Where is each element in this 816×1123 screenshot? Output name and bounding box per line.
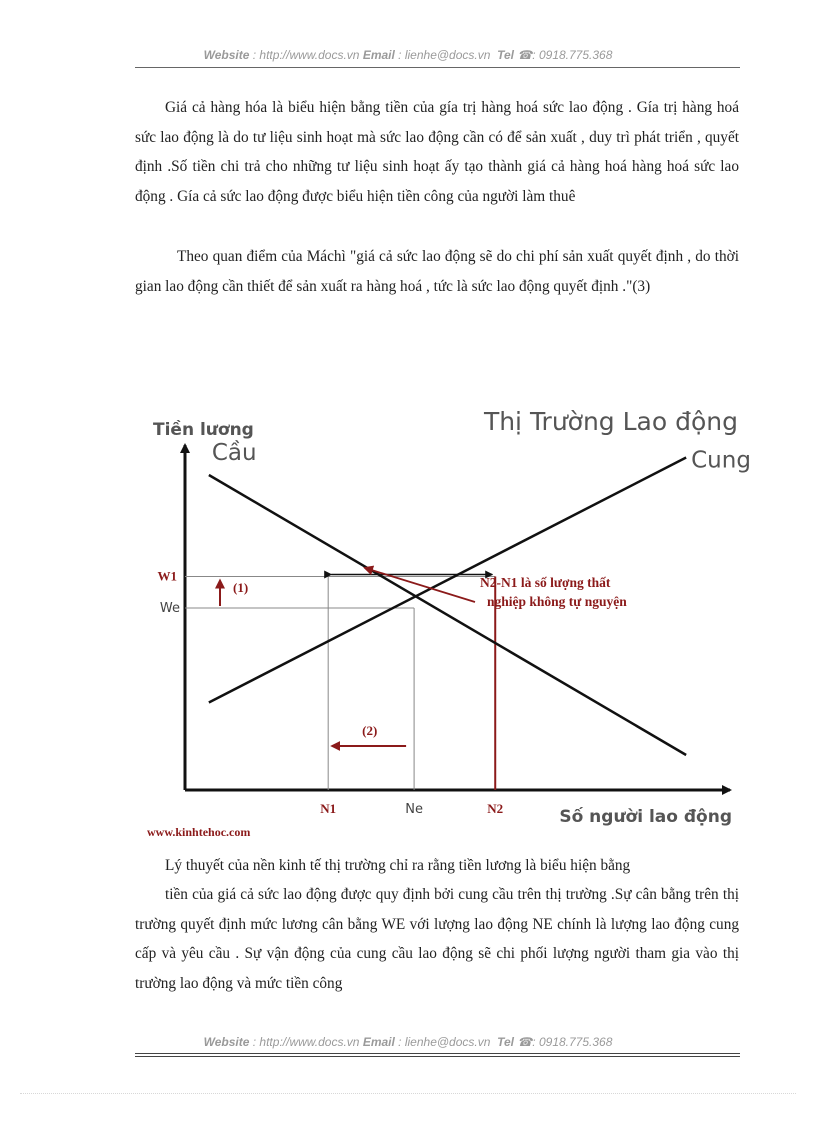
demand-label: Cầu — [211, 440, 257, 466]
labor-market-chart — [140, 390, 751, 840]
y-tick-we: We — [159, 601, 180, 616]
chart-source: www.kinhtehoc.com — [147, 825, 251, 839]
note-line-2: nghiệp không tự nguyện — [487, 594, 627, 609]
header-rule — [135, 67, 740, 68]
annotation-1: (1) — [233, 580, 249, 595]
chart-title: Thị Trường Lao động — [483, 407, 738, 436]
y-tick-w1: W1 — [157, 568, 177, 584]
phone-icon: ☎ — [517, 1035, 533, 1049]
paragraph-2: Theo quan điểm của Máchì "giá cả sức lao động sẽ do chi phí sản xuất quyết định , do thời gian lao động cần thiết để sản xuất ra hàng hoá , tức là sức lao động quyết định ."(3) — [135, 248, 739, 295]
paragraph-4: tiền của giá cả sức lao động được quy định bởi cung cầu trên thị trường .Sự cân bằng trên thị trường quyết định mức lương cân bằng WE với lượng lao động NE chính là lượng lao động cung cấp và yêu cầu . Sự vận động của cung cầu lao động sẽ chi phối lượng người tham gia vào thị trường lao động và mức tiền công — [135, 886, 739, 992]
annotation-2: (2) — [362, 723, 378, 738]
paragraph-1: Giá cả hàng hóa là biểu hiện bằng tiền của gía trị hàng hoá sức lao động . Gía trị hàng hoá sức lao động là do tư liệu sinh hoạt mà sức lao động cần có để sản xuất , duy trì phát triển , quyết định .Số tiền chi trả cho những tư liệu sinh hoạt ấy tạo thành giá cả hàng hoá hàng hoá sức lao động . Gía cả sức lao động được biểu hiện tiền công của người làm thuê — [135, 99, 739, 205]
demand-line — [209, 475, 686, 755]
page-bottom-edge — [20, 1093, 796, 1094]
supply-label: Cung — [691, 447, 751, 474]
note-line-1: N2-N1 là số lượng thất — [480, 575, 611, 590]
x-tick-ne: Ne — [405, 802, 423, 817]
supply-line — [209, 458, 686, 703]
phone-icon: ☎ — [517, 48, 533, 62]
x-tick-n1: N1 — [320, 801, 337, 816]
page-footer: Website : http://www.docs.vn Email : lienhe@docs.vn Tel ☎: 0918.775.368 — [203, 1035, 613, 1049]
page-header: Website : http://www.docs.vn Email : lienhe@docs.vn Tel ☎: 0918.775.368 — [203, 48, 613, 62]
x-axis-label: Số người lao động — [559, 807, 732, 827]
x-tick-n2: N2 — [487, 801, 504, 816]
y-axis-label: Tiền lương — [153, 420, 254, 440]
footer-rule-double — [135, 1056, 740, 1057]
paragraph-3: Lý thuyết của nền kinh tế thị trường chỉ ra rằng tiền lương là biểu hiện bằng — [165, 857, 631, 874]
footer-rule — [135, 1053, 740, 1054]
